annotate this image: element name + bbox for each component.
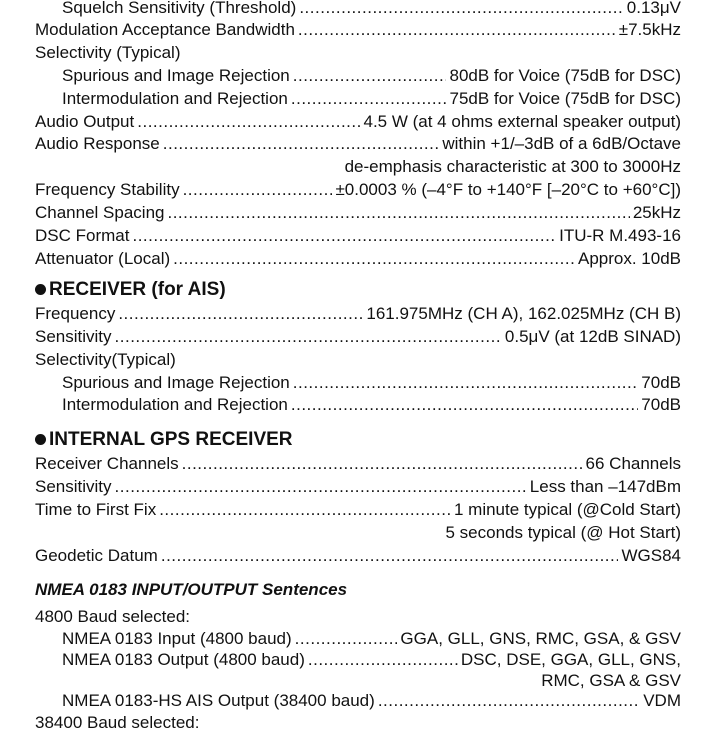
dot-leader — [173, 247, 575, 270]
spec-value: 0.13μV — [626, 0, 681, 17]
spec-label: Spurious and Image Rejection — [62, 373, 290, 392]
spec-value: ITU-R M.493-16 — [559, 226, 681, 245]
spec-label: Attenuator (Local) — [35, 249, 171, 268]
spec-value: Less than –147dBm — [529, 477, 681, 496]
spec-value: 70dB — [641, 373, 681, 392]
spec-row-nmea-input — [62, 627, 681, 650]
spec-row-audio-output — [35, 110, 681, 133]
spec-value: 70dB — [641, 395, 681, 414]
spec-value: ±0.0003 % (–4°F to +140°F [–20°C to +60°C]) — [335, 180, 681, 199]
spec-label: NMEA 0183 Input (4800 baud) — [62, 629, 292, 648]
spec-value: Approx. 10dB — [577, 249, 681, 268]
dot-leader — [299, 0, 623, 19]
spec-row-dsc-format — [35, 224, 681, 247]
spec-row-ais-sensitivity — [35, 325, 681, 348]
spec-label: Geodetic Datum — [35, 546, 158, 565]
dot-leader — [293, 371, 639, 394]
spec-label: Squelch Sensitivity (Threshold) — [62, 0, 297, 17]
spec-value-continuation: 5 seconds typical (@ Hot Start) — [445, 523, 681, 542]
spec-label: Frequency — [35, 304, 116, 323]
spec-label: Intermodulation and Rejection — [62, 395, 288, 414]
dot-leader — [163, 132, 440, 155]
dot-leader — [115, 475, 527, 498]
spec-row-nmea-hs-output — [62, 689, 681, 712]
dot-leader — [308, 648, 458, 671]
spec-value: 0.5μV (at 12dB SINAD) — [504, 327, 681, 346]
baud-selected-label-next: 38400 Baud selected: — [35, 713, 200, 732]
dot-leader — [137, 110, 360, 133]
spec-value: WGS84 — [621, 546, 681, 565]
spec-row-gps-ttff — [35, 498, 681, 521]
spec-value: within +1/–3dB of a 6dB/Octave — [442, 134, 681, 153]
spec-label: Channel Spacing — [35, 203, 165, 222]
section-heading-receiver-ais — [35, 276, 226, 302]
spec-row-ais-intermod — [62, 393, 681, 416]
spec-value: VDM — [643, 691, 681, 710]
spec-row-gps-datum — [35, 544, 681, 567]
dot-leader — [132, 224, 556, 247]
spec-label: Frequency Stability — [35, 180, 180, 199]
spec-label: Spurious and Image Rejection — [62, 66, 290, 85]
dot-leader — [291, 393, 638, 416]
spec-label: Audio Response — [35, 134, 160, 153]
spec-row-frequency-stability — [35, 178, 681, 201]
bullet-icon — [35, 434, 46, 445]
spec-row-ais-frequency — [35, 302, 681, 325]
spec-row-nmea-output — [62, 648, 681, 671]
section-heading-text: INTERNAL GPS RECEIVER — [49, 428, 293, 450]
dot-leader — [293, 64, 447, 87]
section-heading-gps — [35, 426, 293, 452]
dot-leader — [291, 87, 447, 110]
spec-row-spurious — [62, 64, 681, 87]
dot-leader — [159, 498, 451, 521]
baud-selected-label: 4800 Baud selected: — [35, 607, 191, 626]
dot-leader — [183, 178, 333, 201]
spec-value: 161.975MHz (CH A), 162.025MHz (CH B) — [366, 304, 681, 323]
dot-leader — [378, 689, 640, 712]
selectivity-label: Selectivity(Typical) — [35, 350, 176, 369]
spec-value: ±7.5kHz — [618, 20, 681, 39]
spec-label: Time to First Fix — [35, 500, 157, 519]
spec-label: Intermodulation and Rejection — [62, 89, 288, 108]
spec-value-continuation: de-emphasis characteristic at 300 to 3000Hz — [344, 157, 681, 176]
spec-row-squelch — [62, 0, 681, 19]
spec-label: DSC Format — [35, 226, 130, 245]
spec-value: 80dB for Voice (75dB for DSC) — [449, 66, 681, 85]
spec-value: GGA, GLL, GNS, RMC, GSA, & GSV — [400, 629, 681, 648]
dot-leader — [118, 302, 363, 325]
spec-value: 4.5 W (at 4 ohms external speaker output) — [363, 112, 681, 131]
dot-leader — [182, 452, 583, 475]
dot-leader — [167, 201, 629, 224]
spec-row-gps-sensitivity — [35, 475, 681, 498]
spec-label: Audio Output — [35, 112, 135, 131]
spec-row-modulation — [35, 18, 681, 41]
spec-label: Receiver Channels — [35, 454, 179, 473]
spec-row-intermod — [62, 87, 681, 110]
spec-value: 25kHz — [632, 203, 681, 222]
selectivity-label: Selectivity (Typical) — [35, 43, 181, 62]
bullet-icon — [35, 284, 46, 295]
spec-row-audio-response — [35, 132, 681, 155]
dot-leader — [115, 325, 502, 348]
section-heading-text: RECEIVER (for AIS) — [49, 278, 226, 300]
spec-label: Modulation Acceptance Bandwidth — [35, 20, 295, 39]
spec-row-ais-spurious — [62, 371, 681, 394]
spec-label: NMEA 0183 Output (4800 baud) — [62, 650, 305, 669]
spec-value: 1 minute typical (@Cold Start) — [453, 500, 681, 519]
spec-value-continuation: RMC, GSA & GSV — [541, 671, 681, 690]
spec-value: 75dB for Voice (75dB for DSC) — [449, 89, 681, 108]
spec-label: Sensitivity — [35, 477, 112, 496]
spec-value: 66 Channels — [585, 454, 681, 473]
dot-leader — [298, 18, 616, 41]
spec-row-gps-channels — [35, 452, 681, 475]
dot-leader — [295, 627, 398, 650]
spec-value: DSC, DSE, GGA, GLL, GNS, — [460, 650, 681, 669]
dot-leader — [161, 544, 619, 567]
nmea-heading: NMEA 0183 INPUT/OUTPUT Sentences — [35, 580, 348, 599]
spec-row-channel-spacing — [35, 201, 681, 224]
spec-label: NMEA 0183-HS AIS Output (38400 baud) — [62, 691, 375, 710]
spec-label: Sensitivity — [35, 327, 112, 346]
spec-row-attenuator — [35, 247, 681, 270]
